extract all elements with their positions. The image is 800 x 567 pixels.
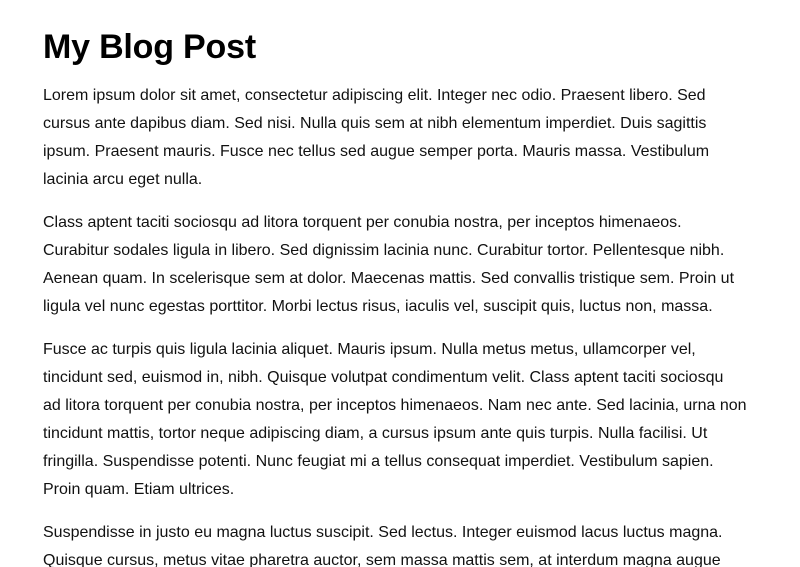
paragraph-line: Aenean quam. In scelerisque sem at dolor. Maecenas mattis. Sed convallis tristique sem. Proin ut	[43, 270, 735, 287]
paragraph-line: lacinia arcu eget nulla.	[43, 171, 203, 188]
paragraph-line: Class aptent taciti sociosqu ad litora torquent per conubia nostra, per inceptos himenaeos.	[43, 214, 682, 231]
paragraph-line: Lorem ipsum dolor sit amet, consectetur adipiscing elit. Integer nec odio. Praesent libero. Sed	[43, 87, 706, 104]
paragraph-line: Proin quam. Etiam ultrices.	[43, 481, 235, 498]
post-body	[43, 82, 800, 567]
paragraph-line: tincidunt sed, euismod in, nibh. Quisque volutpat condimentum velit. Class aptent taciti sociosqu	[43, 369, 724, 386]
paragraph-line: ipsum. Praesent mauris. Fusce nec tellus sed augue semper porta. Mauris massa. Vestibulum	[43, 143, 710, 160]
paragraph-3	[43, 336, 800, 504]
paragraph-4	[43, 519, 800, 567]
paragraph-line: Suspendisse in justo eu magna luctus suscipit. Sed lectus. Integer euismod lacus luctus magna.	[43, 524, 723, 541]
paragraph-line: Quisque cursus, metus vitae pharetra auctor, sem massa mattis sem, at interdum magna augue	[43, 552, 721, 567]
paragraph-2	[43, 209, 800, 321]
page-title: My Blog Post	[43, 28, 256, 66]
paragraph-line: tincidunt mattis, tortor neque adipiscing diam, a cursus ipsum ante quis turpis. Nulla facilisi. Ut	[43, 425, 708, 442]
paragraph-line: cursus ante dapibus diam. Sed nisi. Nulla quis sem at nibh elementum imperdiet. Duis sagittis	[43, 115, 707, 132]
paragraph-line: Fusce ac turpis quis ligula lacinia aliquet. Mauris ipsum. Nulla metus metus, ullamcorper vel,	[43, 341, 696, 358]
paragraph-line: ligula vel nunc egestas porttitor. Morbi lectus risus, iaculis vel, suscipit quis, luctus non, massa.	[43, 298, 713, 315]
paragraph-line: Curabitur sodales ligula in libero. Sed dignissim lacinia nunc. Curabitur tortor. Pellentesque nibh.	[43, 242, 725, 259]
paragraph-line: ad litora torquent per conubia nostra, per inceptos himenaeos. Nam nec ante. Sed lacinia, urna non	[43, 397, 747, 414]
paragraph-1	[43, 82, 800, 194]
paragraph-line: fringilla. Suspendisse potenti. Nunc feugiat mi a tellus consequat imperdiet. Vestibulum sapien.	[43, 453, 714, 470]
